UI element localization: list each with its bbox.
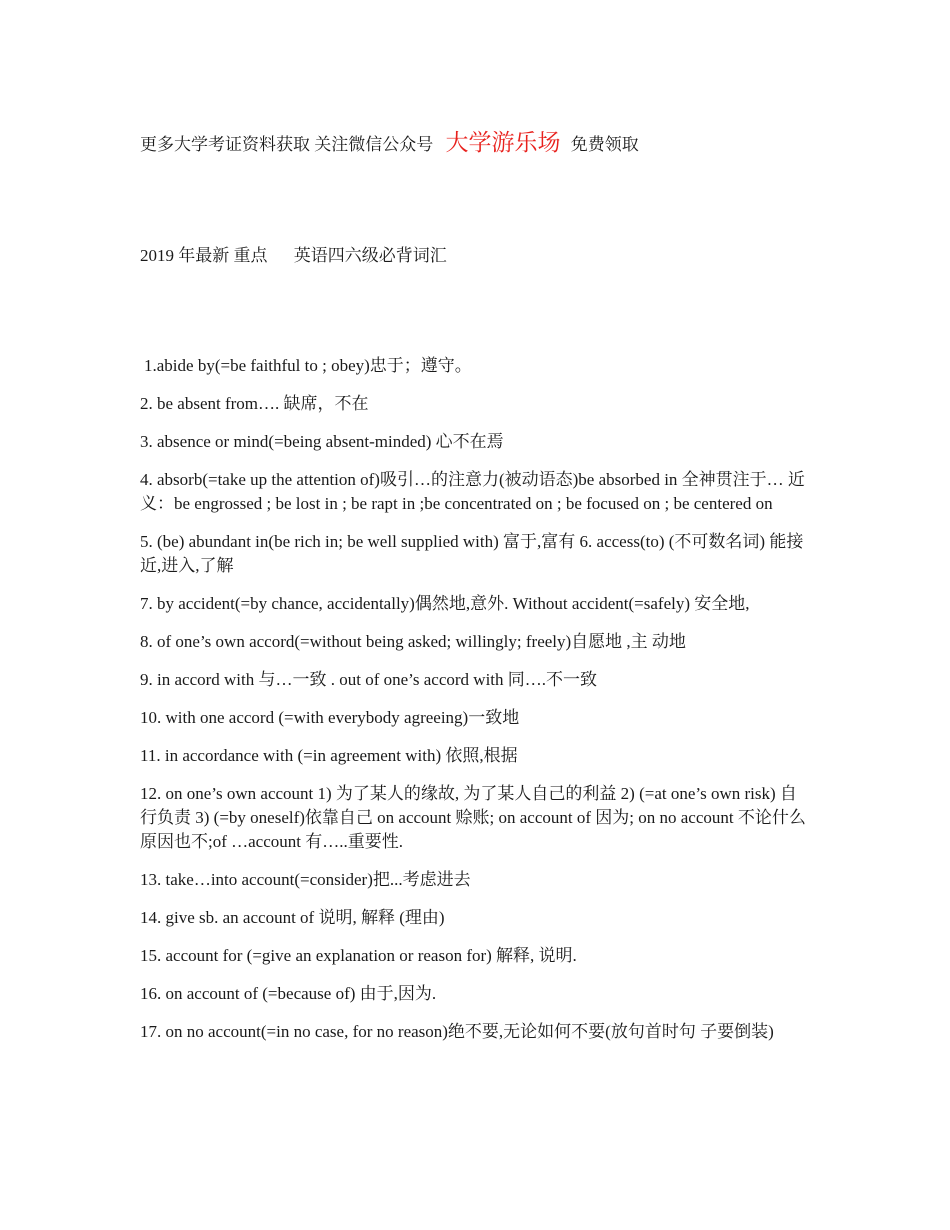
vocab-entry: 16. on account of (=because of) 由于,因为. bbox=[140, 984, 437, 1003]
vocab-entry: 10. with one accord (=with everybody agreeing)一致地 bbox=[140, 708, 520, 727]
vocab-entry: 2. be absent from…. 缺席，不在 bbox=[140, 394, 369, 413]
vocab-entry: 8. of one’s own accord(=without being asked; willingly; freely)自愿地 ,主 动地 bbox=[140, 632, 686, 651]
vocabulary-list bbox=[140, 354, 812, 1058]
promo-text-after: 免费领取 bbox=[570, 135, 639, 154]
promo-brand-name: 大学游乐场 bbox=[445, 130, 561, 155]
vocab-entry: 9. in accord with 与…一致 . out of one’s accord with 同….不一致 bbox=[140, 670, 598, 689]
vocab-entry: 4. absorb(=take up the attention of)吸引…的注意力(被动语态)be absorbed in 全神贯注于… 近义：be engrossed ; be lost in ; be rapt in ;be concentrated on ; be focused on ; be centered on bbox=[140, 470, 805, 513]
title-year: 2019 年最新 重点 bbox=[140, 246, 268, 265]
vocab-entry: 1.abide by(=be faithful to ; obey)忠于；遵守。 bbox=[144, 356, 472, 375]
vocab-entry: 15. account for (=give an explanation or reason for) 解释, 说明. bbox=[140, 946, 577, 965]
document-title bbox=[140, 243, 447, 269]
vocab-entry: 3. absence or mind(=being absent-minded) 心不在焉 bbox=[140, 432, 504, 451]
vocab-entry: 7. by accident(=by chance, accidentally)偶然地,意外. Without accident(=safely) 安全地, bbox=[140, 594, 750, 613]
vocab-entry: 12. on one’s own account 1) 为了某人的缘故, 为了某人自己的利益 2) (=at one’s own risk) 自行负责 3) (=by oneself)依靠自己 on account 赊账; on account of 因为; on no account 不论什么原因也不;of …account 有…..重要性. bbox=[140, 784, 806, 851]
vocab-entry: 11. in accordance with (=in agreement with) 依照,根据 bbox=[140, 746, 518, 765]
vocab-entry: 17. on no account(=in no case, for no reason)绝不要,无论如何不要(放句首时句 子要倒装) bbox=[140, 1022, 774, 1041]
promo-banner bbox=[140, 128, 639, 160]
vocab-entry: 5. (be) abundant in(be rich in; be well supplied with) 富于,富有 6. access(to) (不可数名词) 能接近,进入,了解 bbox=[140, 532, 804, 575]
promo-text-before: 更多大学考证资料获取 关注微信公众号 bbox=[140, 135, 434, 154]
vocab-entry: 14. give sb. an account of 说明, 解释 (理由) bbox=[140, 908, 445, 927]
vocab-entry: 13. take…into account(=consider)把...考虑进去 bbox=[140, 870, 471, 889]
title-subject: 英语四六级必背词汇 bbox=[293, 246, 447, 265]
